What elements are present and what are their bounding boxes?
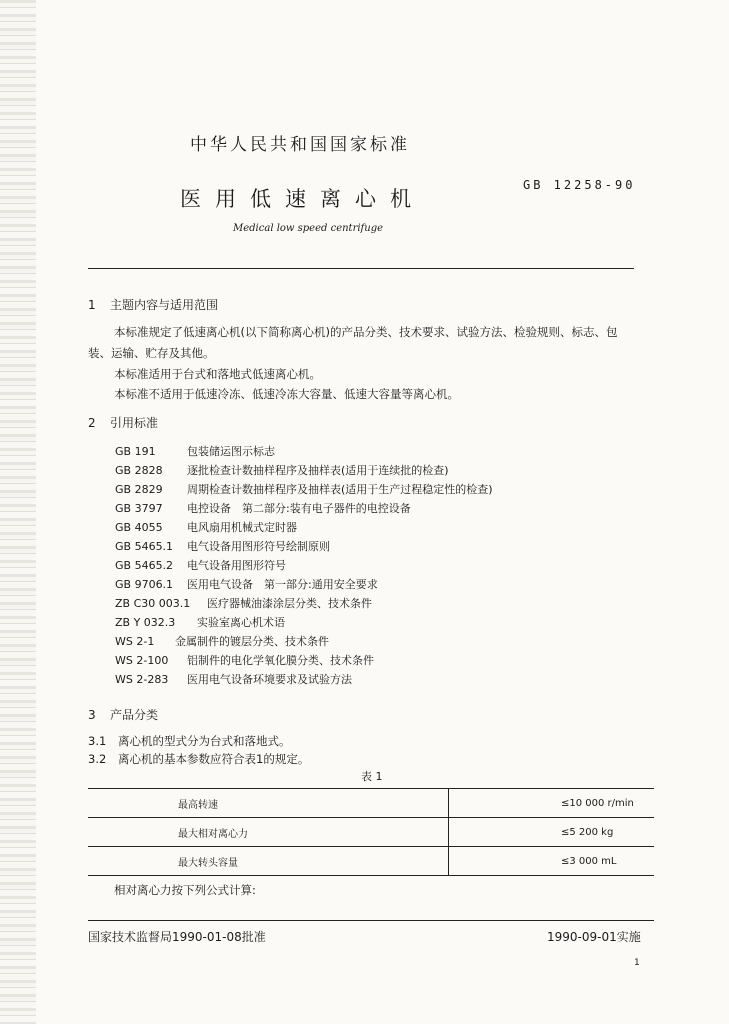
table-caption: 表 1: [361, 770, 383, 783]
page-number: 1: [634, 958, 640, 968]
reference-item: GB 4055 电风扇用机械式定时器: [115, 521, 297, 534]
reference-item: WS 2-100 铝制件的电化学氧化膜分类、技术条件: [115, 654, 374, 667]
document-title-english: Medical low speed centrifuge: [233, 223, 384, 234]
footer-divider: [88, 920, 654, 921]
reference-item: GB 2828 逐批检查计数抽样程序及抽样表(适用于连续批的检查): [115, 464, 449, 477]
table-row: [88, 818, 654, 847]
clause-3-1: 3.1 离心机的型式分为台式和落地式。: [88, 734, 291, 748]
reference-item: WS 2-1 金属制件的镀层分类、技术条件: [115, 635, 329, 648]
reference-item: GB 2829 周期检查计数抽样程序及抽样表(适用于生产过程稳定性的检查): [115, 483, 493, 496]
section-1-paragraph-3: 本标准不适用于低速冷冻、低速冷冻大容量、低速大容量等离心机。: [114, 387, 459, 401]
approval-date: 国家技术监督局1990-01-08批准: [88, 930, 266, 944]
reference-item: GB 5465.2 电气设备用图形符号: [115, 559, 286, 572]
document-title: 医用低速离心机: [180, 187, 425, 211]
reference-item: GB 3797 电控设备 第二部分:装有电子器件的电控设备: [115, 502, 411, 515]
country-standard-heading: 中华人民共和国国家标准: [190, 135, 410, 155]
reference-item: ZB Y 032.3 实验室离心机术语: [115, 616, 285, 629]
scan-edge-artifact: [0, 0, 36, 1024]
implementation-date: 1990-09-01实施: [547, 930, 641, 944]
header-divider: [88, 268, 634, 269]
section-2-heading: 2 引用标准: [88, 416, 159, 430]
section-3-heading: 3 产品分类: [88, 708, 159, 722]
parameter-table: [88, 788, 654, 876]
standard-number: GB 12258-90: [523, 178, 636, 192]
reference-item: GB 9706.1 医用电气设备 第一部分:通用安全要求: [115, 578, 378, 591]
section-1-paragraph-1-line-2: 装、运输、贮存及其他。: [88, 346, 215, 360]
reference-item: ZB C30 003.1 医疗器械油漆涂层分类、技术条件: [115, 597, 372, 610]
param-value: ≤10 000 r/min: [449, 789, 655, 818]
param-value: ≤3 000 mL: [449, 847, 655, 876]
table-row: [88, 789, 654, 818]
table-row: [88, 847, 654, 876]
clause-3-2: 3.2 离心机的基本参数应符合表1的规定。: [88, 752, 310, 766]
reference-item: WS 2-283 医用电气设备环境要求及试验方法: [115, 673, 352, 686]
param-name: 最大转头容量: [88, 847, 449, 876]
reference-item: GB 191 包装储运图示标志: [115, 445, 275, 458]
section-1-heading: 1 主题内容与适用范围: [88, 298, 219, 312]
param-name: 最大相对离心力: [88, 818, 449, 847]
reference-item: GB 5465.1 电气设备用图形符号绘制原则: [115, 540, 330, 553]
param-value: ≤5 200 kg: [449, 818, 655, 847]
param-name: 最高转速: [88, 789, 449, 818]
formula-intro: 相对离心力按下列公式计算:: [114, 883, 256, 897]
section-1-paragraph-1-line-1: 本标准规定了低速离心机(以下简称离心机)的产品分类、技术要求、试验方法、检验规则、标志、包: [114, 325, 618, 339]
section-1-paragraph-2: 本标准适用于台式和落地式低速离心机。: [114, 367, 321, 381]
